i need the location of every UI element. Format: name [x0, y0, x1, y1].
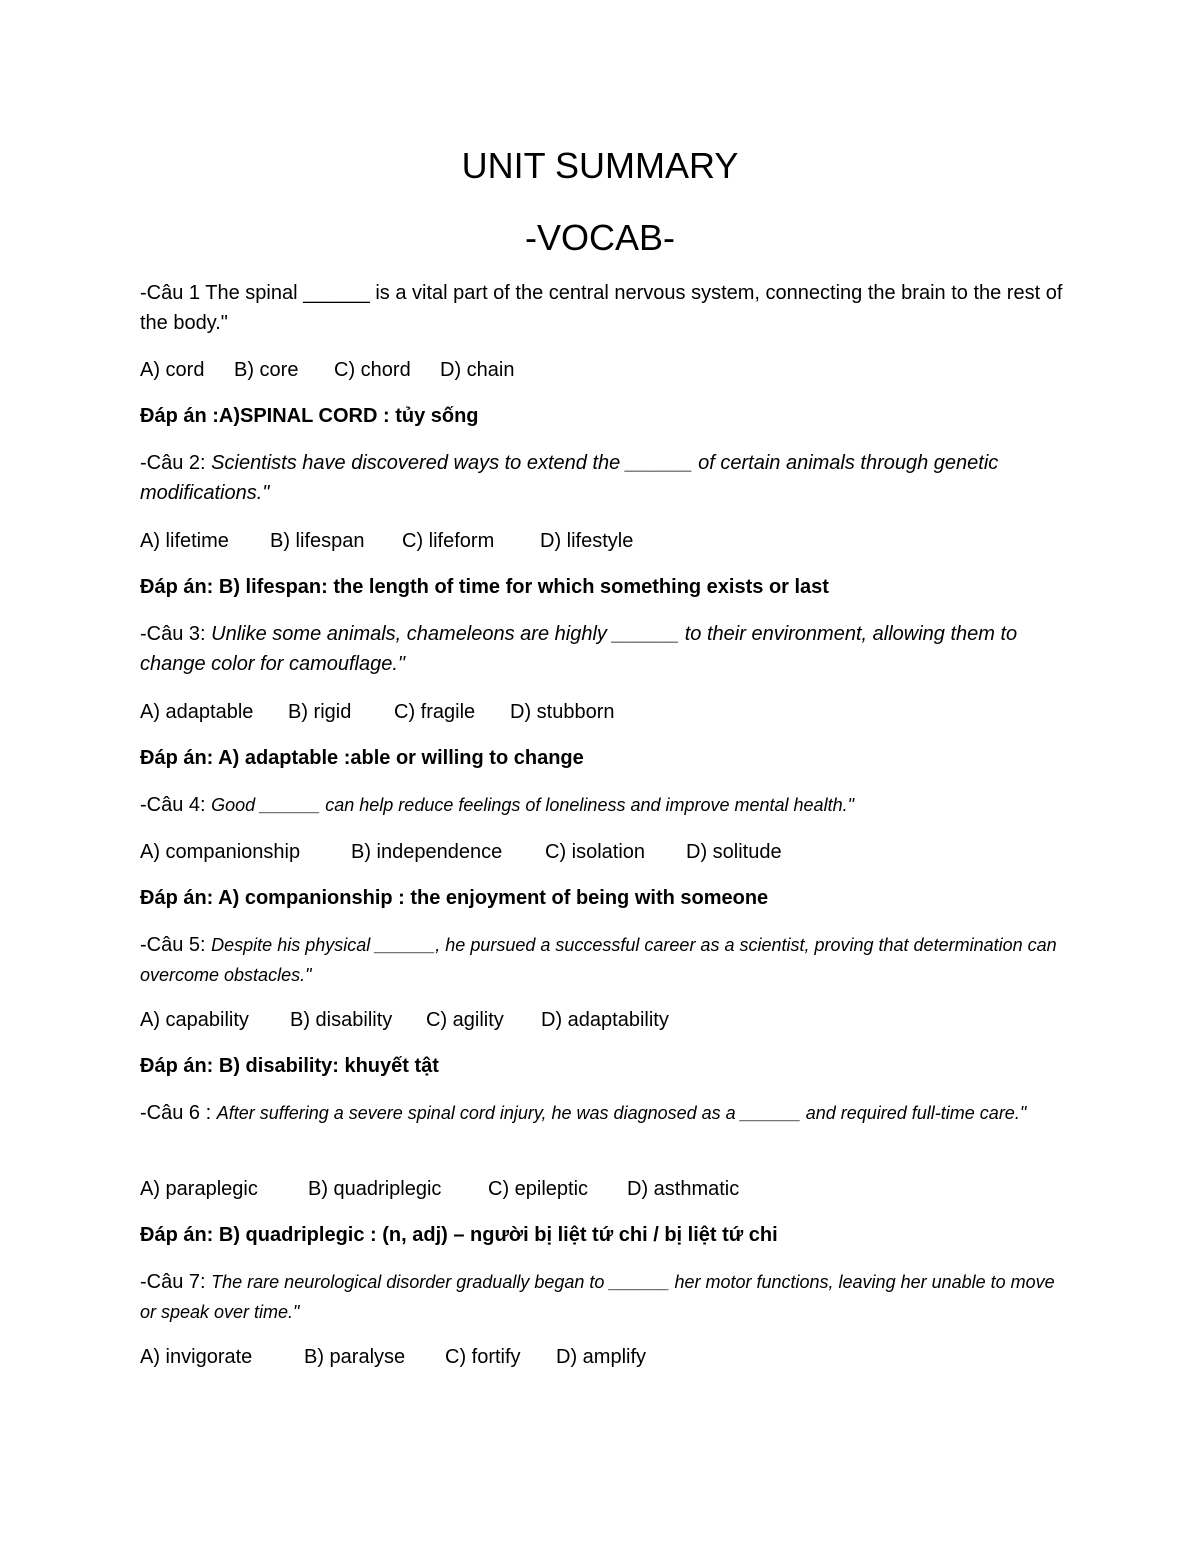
- question-6: [140, 1098, 1070, 1128]
- answer-2: Đáp án: B) lifespan: the length of time for which something exists or last: [140, 576, 829, 598]
- option-c: C) agility: [426, 1009, 504, 1031]
- question-2: [140, 448, 1070, 508]
- option-d: D) solitude: [686, 841, 782, 863]
- question-text: The spinal ______ is a vital part of the central nervous system, connecting the brain to the rest of the body.": [140, 282, 1063, 334]
- option-b: B) quadriplegic: [308, 1178, 442, 1200]
- option-a: A) lifetime: [140, 530, 229, 552]
- question-label: -Câu 4:: [140, 794, 212, 816]
- option-d: D) stubborn: [510, 701, 615, 723]
- answer-6: Đáp án: B) quadriplegic : (n, adj) – người bị liệt tứ chi / bị liệt tứ chi: [140, 1224, 778, 1246]
- question-label: -Câu 3:: [140, 623, 212, 645]
- question-text: Unlike some animals, chameleons are highly ______ to their environment, allowing them to change color for camouflage.": [140, 623, 1018, 675]
- option-d: D) adaptability: [541, 1009, 669, 1031]
- option-a: A) adaptable: [140, 701, 254, 723]
- question-text: The rare neurological disorder gradually began to ______ her motor functions, leaving her unable to move or speak over time.": [140, 1272, 1055, 1322]
- question-text: Despite his physical ______, he pursued a successful career as a scientist, proving that determination can overcome obstacles.": [140, 935, 1057, 985]
- options-5: [140, 1005, 669, 1035]
- option-b: B) lifespan: [270, 530, 365, 552]
- option-a: A) capability: [140, 1009, 249, 1031]
- answer-5: Đáp án: B) disability: khuyết tật: [140, 1055, 439, 1077]
- page-subtitle: -VOCAB-: [524, 217, 675, 258]
- question-label: -Câu 5:: [140, 934, 212, 956]
- question-label: -Câu 7:: [140, 1271, 212, 1293]
- option-b: B) core: [234, 359, 299, 381]
- answer-3: Đáp án: A) adaptable :able or willing to change: [140, 747, 584, 769]
- options-1: [140, 355, 514, 385]
- option-b: B) disability: [290, 1009, 393, 1031]
- page-title: UNIT SUMMARY: [461, 145, 739, 186]
- option-a: A) paraplegic: [140, 1178, 258, 1200]
- option-c: C) chord: [334, 359, 411, 381]
- option-b: B) independence: [351, 841, 503, 863]
- question-1: [140, 278, 1070, 338]
- option-c: C) isolation: [545, 841, 646, 863]
- option-c: C) epileptic: [488, 1178, 589, 1200]
- question-label: -Câu 1: [140, 282, 206, 304]
- question-text: Scientists have discovered ways to extend the ______ of certain animals through genetic modifications.": [140, 452, 999, 504]
- options-6: [140, 1174, 739, 1204]
- option-b: B) paralyse: [304, 1346, 406, 1368]
- question-3: [140, 619, 1070, 679]
- options-7: [140, 1342, 646, 1372]
- question-7: [140, 1267, 1070, 1327]
- question-text: After suffering a severe spinal cord injury, he was diagnosed as a ______ and required full-time care.": [216, 1103, 1027, 1123]
- option-d: D) asthmatic: [627, 1178, 740, 1200]
- question-5: [140, 930, 1070, 990]
- option-b: B) rigid: [288, 701, 352, 723]
- option-c: C) lifeform: [402, 530, 495, 552]
- option-d: D) chain: [440, 359, 515, 381]
- options-2: [140, 526, 633, 556]
- question-label: -Câu 2:: [140, 452, 212, 474]
- options-4: [140, 837, 782, 867]
- option-d: D) amplify: [556, 1346, 647, 1368]
- answer-1: Đáp án :A)SPINAL CORD : tủy sống: [140, 405, 479, 427]
- option-a: A) cord: [140, 359, 205, 381]
- question-label: -Câu 6 :: [140, 1102, 217, 1124]
- option-a: A) companionship: [140, 841, 301, 863]
- options-3: [140, 697, 615, 727]
- question-text: Good ______ can help reduce feelings of loneliness and improve mental health.": [211, 795, 854, 815]
- option-a: A) invigorate: [140, 1346, 253, 1368]
- option-c: C) fragile: [394, 701, 476, 723]
- question-4: [140, 790, 1070, 820]
- answer-4: Đáp án: A) companionship : the enjoyment of being with someone: [140, 887, 769, 909]
- option-d: D) lifestyle: [540, 530, 634, 552]
- option-c: C) fortify: [445, 1346, 521, 1368]
